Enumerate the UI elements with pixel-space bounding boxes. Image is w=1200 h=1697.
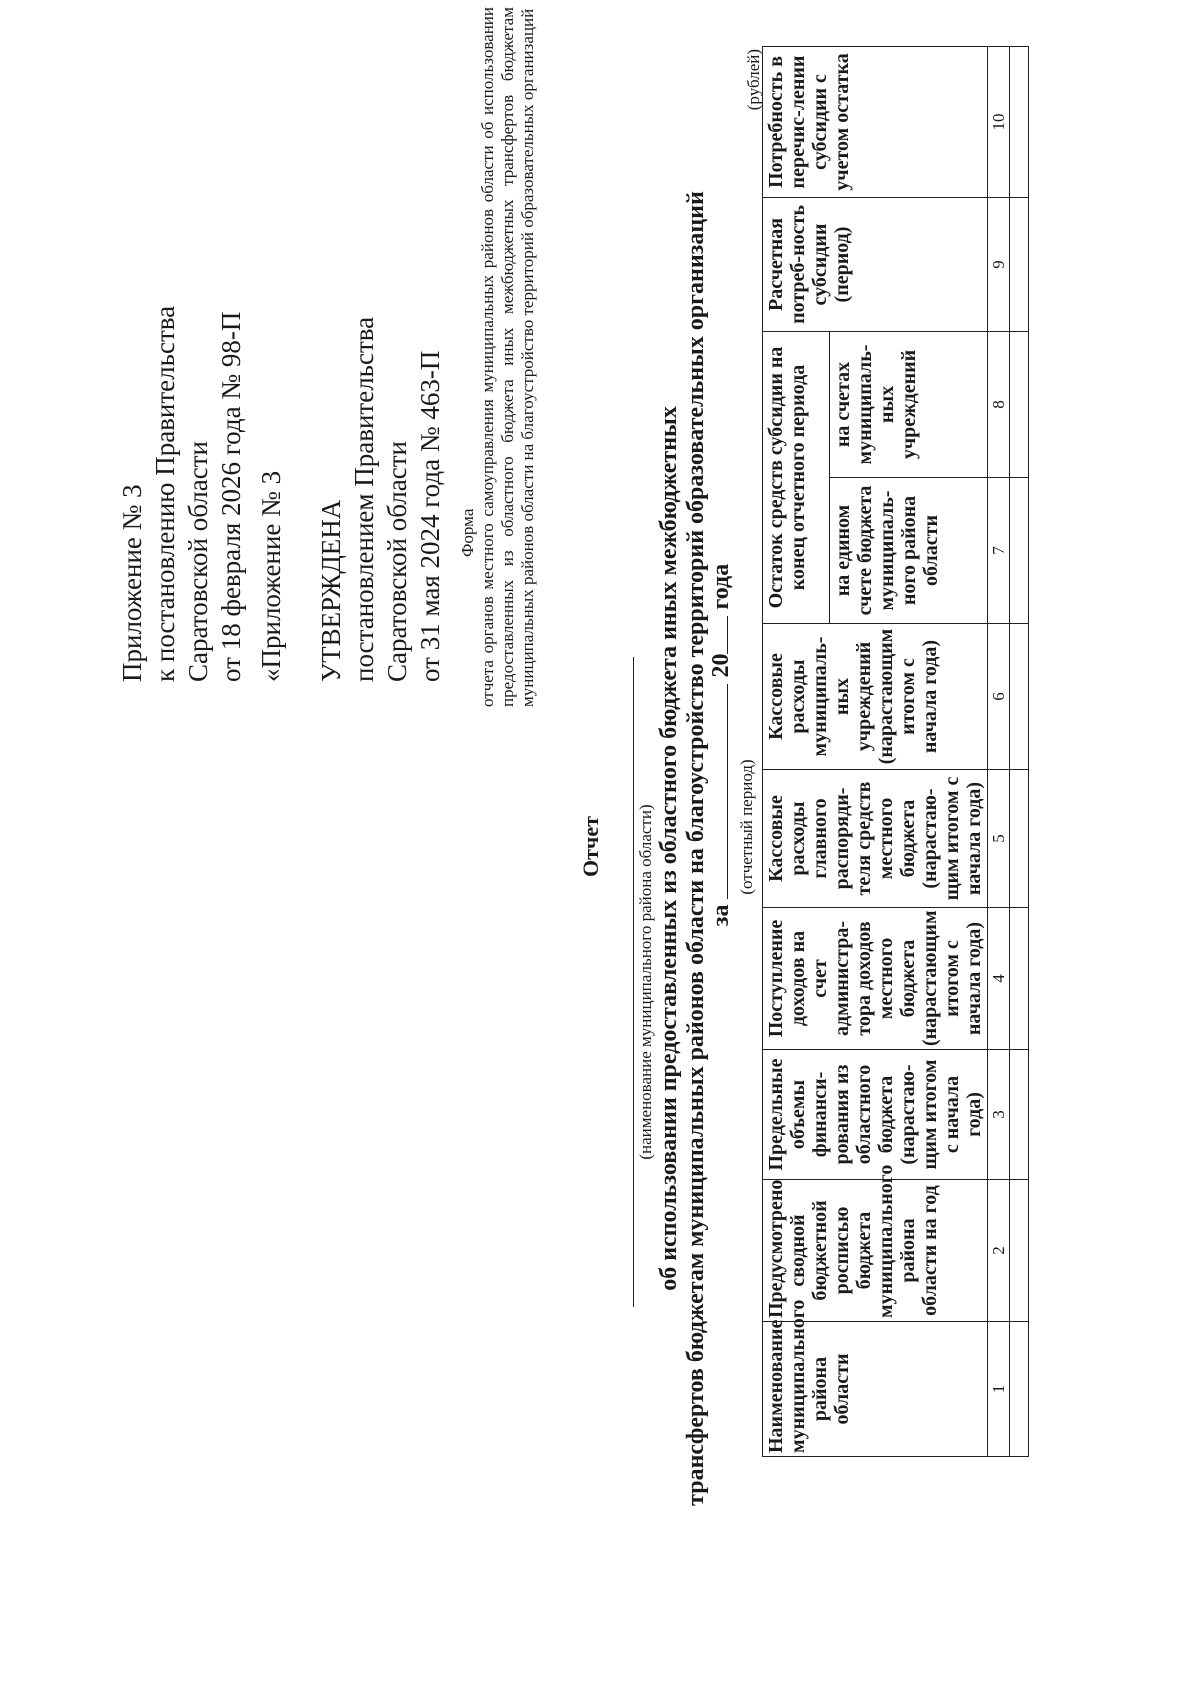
period-caption: (отчетный период) [737,759,756,895]
units-label: (рублей) [744,49,763,111]
report-subject-line-2: трансфертов бюджетам муниципальных районов области на благоустройство территорий образовательных организаций [683,191,709,1506]
period-blank [709,684,728,899]
column-number: 5 [988,770,1010,908]
appendix-header [116,306,248,682]
table-cell[interactable] [1010,1180,1029,1322]
approval-line: постановлением Правительства [349,316,379,682]
appendix-line: Саратовской области [183,441,213,682]
appendix-line: от 18 февраля 2026 года № 98-П [216,311,246,682]
table-cell[interactable] [1010,197,1029,331]
column-number: 2 [988,1180,1010,1322]
period-year: 20 [708,653,734,678]
column-number: 4 [988,908,1010,1050]
table-row [1010,46,1029,1456]
appendix-line: к постановлению Правительства [150,305,180,682]
appendix-quote-line: «Приложение № 3 [256,470,286,682]
report-period-line [708,515,735,975]
header-subsidy-balance: Остаток средств субсидии на конец отчетного периода [763,331,830,623]
subheader-institution-accounts: на счетах муниципаль-ных учреждений [830,331,988,477]
header-municipality: Наименование муниципального района области [763,1322,988,1457]
approval-line: УТВЕРЖДЕНА [316,499,346,682]
period-suffix: года [708,563,734,610]
appendix-quote [255,471,288,682]
column-number: 6 [988,624,1010,770]
header-institution-expenses: Кассовые расходы муниципаль-ных учреждений (нарастающим итогом с начала года) [763,624,988,770]
column-number: 7 [988,478,1010,624]
period-prefix: за [708,904,734,927]
header-income-receipts: Поступление доходов на счет администра-тора доходов местного бюджета (нарастающим итогом с начала года) [763,908,988,1050]
subheader-single-account: на едином счете бюджета муниципаль-ного района области [830,478,988,624]
column-number: 3 [988,1050,1010,1180]
column-number-row [988,46,1010,1456]
table-cell[interactable] [1010,770,1029,908]
table-cell[interactable] [1010,46,1029,197]
period-year-blank [709,616,728,654]
report-subject-line-1: об использовании предоставленных из областного бюджета иных межбюджетных [656,406,682,1291]
column-number: 10 [988,46,1010,197]
column-number: 8 [988,331,1010,477]
table-cell[interactable] [1010,908,1029,1050]
table-cell[interactable] [1010,1050,1029,1180]
header-estimated-need: Расчетная потреб-ность субсидии (период) [763,197,988,331]
municipality-name-line [633,657,634,1307]
approval-line: Саратовской области [382,441,412,682]
form-title: Форма [458,508,477,557]
header-planned: Предусмотрено сводной бюджетной росписью бюджета муниципального района области на год [763,1180,988,1322]
table-cell[interactable] [1010,1322,1029,1457]
appendix-line: Приложение № 3 [117,484,147,682]
table-cell[interactable] [1010,478,1029,624]
report-table [762,46,1029,1457]
table-header-row [763,46,830,1456]
header-main-administrator-expenses: Кассовые расходы главного распоряди-теля средств местного бюджета (нарастаю-щим итогом с начала года) [763,770,988,908]
approval-line: от 31 мая 2024 года № 463-П [415,350,445,682]
column-number: 1 [988,1322,1010,1457]
header-transfer-need: Потребность в перечис-лении субсидии с учетом остатка [763,46,988,197]
column-number: 9 [988,197,1010,331]
table-cell[interactable] [1010,624,1029,770]
header-financing-limits: Предельные объемы финанси-рования из областного бюджета (нарастаю-щим итогом с начала года) [763,1050,988,1180]
form-description: отчета органов местного самоуправления муниципальных районов области об использовании предоставленных из областного бюджета иных межбюджетных трансфертов бюджетам муниципальных районов области на благоустройство территорий образовательных организаций [478,7,537,707]
approval-header [315,317,447,682]
municipality-name-caption: (наименование муниципального района области) [636,804,655,1160]
report-title: Отчет [578,816,603,877]
table-cell[interactable] [1010,331,1029,477]
